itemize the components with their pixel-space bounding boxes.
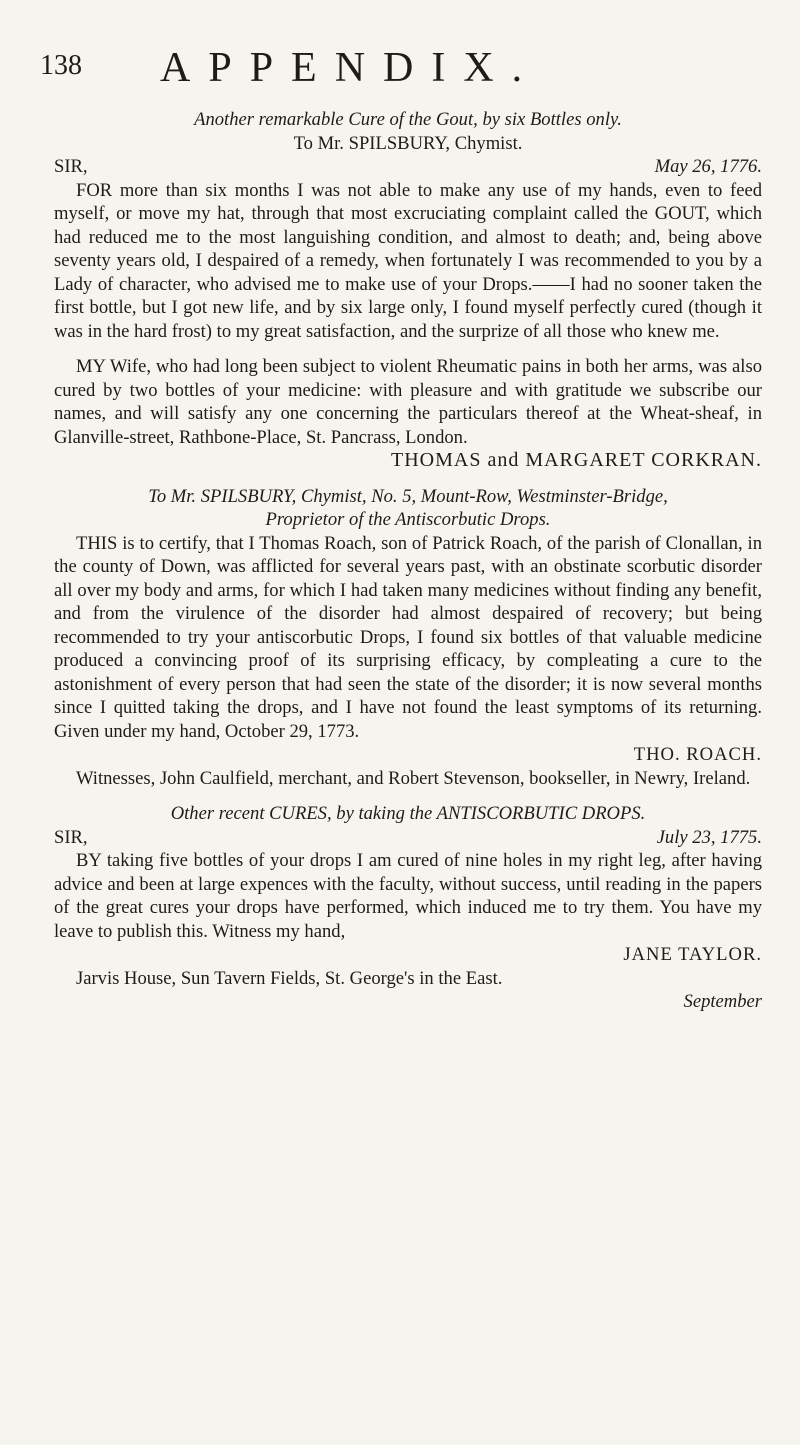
letter3-signature: JANE TAYLOR. (623, 944, 762, 965)
page-content (54, 108, 762, 1014)
letter2-witnesses: Witnesses, John Caulfield, merchant, and Robert Stevenson, bookseller, in Newry, Ireland. (76, 767, 751, 789)
letter1-paragraph-2: MY Wife, who had long been subject to violent Rheumatic pains in both her arms, was also cured by two bottles of your medicine: with pleasure and with gratitude we subscribe our names, and will satisfy any one concerning the particulars thereof at the Wheat-sheaf, in Glanville-street, Rathbone-Place, St. Pancrass, London. (54, 356, 762, 448)
page-number: 138 (40, 50, 82, 81)
letter1-signature: THOMAS and MARGARET CORKRAN. (391, 449, 762, 471)
page-header (40, 44, 760, 94)
catchword: September (683, 991, 762, 1012)
letter2-address-line2: Proprietor of the Antiscorbutic Drops. (265, 509, 551, 530)
letter3-salutation: SIR, (54, 826, 88, 848)
letter3-date: July 23, 1775. (656, 826, 762, 848)
letter1-paragraph-1: FOR more than six months I was not able to make any use of my hands, even to feed myself, or move my hat, through that most excruciating complaint called the GOUT, which had reduced me to the most languishing condition, and almost to death; and, being above seventy years old, I despaired of a remedy, when fortunately I was recommended to you by a Lady of character, who advised me to make use of your Drops.——I had no sooner taken the first bottle, but I got new life, and by six large only, I found myself perfectly cured (though it was in the hard frost) to my great satisfaction, and the surprize of all those who knew me. (54, 179, 762, 342)
letter1-salutation: SIR, (54, 156, 88, 177)
running-head: APPENDIX. (160, 45, 541, 91)
letter1-salutation-line (54, 155, 762, 179)
letter2-signature: THO. ROACH. (633, 744, 762, 765)
letter3-salutation-line (54, 826, 762, 850)
letter3-heading: Other recent CURES, by taking the ANTISCORBUTIC DROPS. (170, 803, 646, 824)
letter3-address: Jarvis House, Sun Tavern Fields, St. George's in the East. (76, 967, 503, 989)
letter2-address: To Mr. SPILSBURY, Chymist, No. 5, Mount-Row, Westminster-Bridge, (148, 485, 668, 507)
letter1-date: May 26, 1776. (654, 156, 762, 177)
letter3-body: BY taking five bottles of your drops I am cured of nine holes in my right leg, after having advice and been at large expences with the faculty, without success, until reading in the papers of the great cures your drops have performed, which induced me to try them. You have my leave to publish this. Witness my hand, (54, 850, 762, 942)
letter1-title: Another remarkable Cure of the Gout, by six Bottles only. (194, 109, 622, 130)
letter2-body: THIS is to certify, that I Thomas Roach, son of Patrick Roach, of the parish of Clonallan, in the county of Down, was afflicted for several years past, with an obstinate scorbutic disorder all over my body and arms, for which I had taken many medicines without finding any benefit, and from the virulence of the disorder had almost despaired of recovery; but being recommended to try your antiscorbutic Drops, I found six bottles of that valuable medicine produced a convincing proof of its surprising efficacy, by compleating a cure to the astonishment of every person that had seen the state of the disorder; it is now several months since I quitted taking the drops, and I have not found the least symptoms of its returning. Given under my hand, October 29, 1773. (54, 532, 762, 742)
letter1-address: To Mr. SPILSBURY, Chymist. (293, 132, 523, 154)
